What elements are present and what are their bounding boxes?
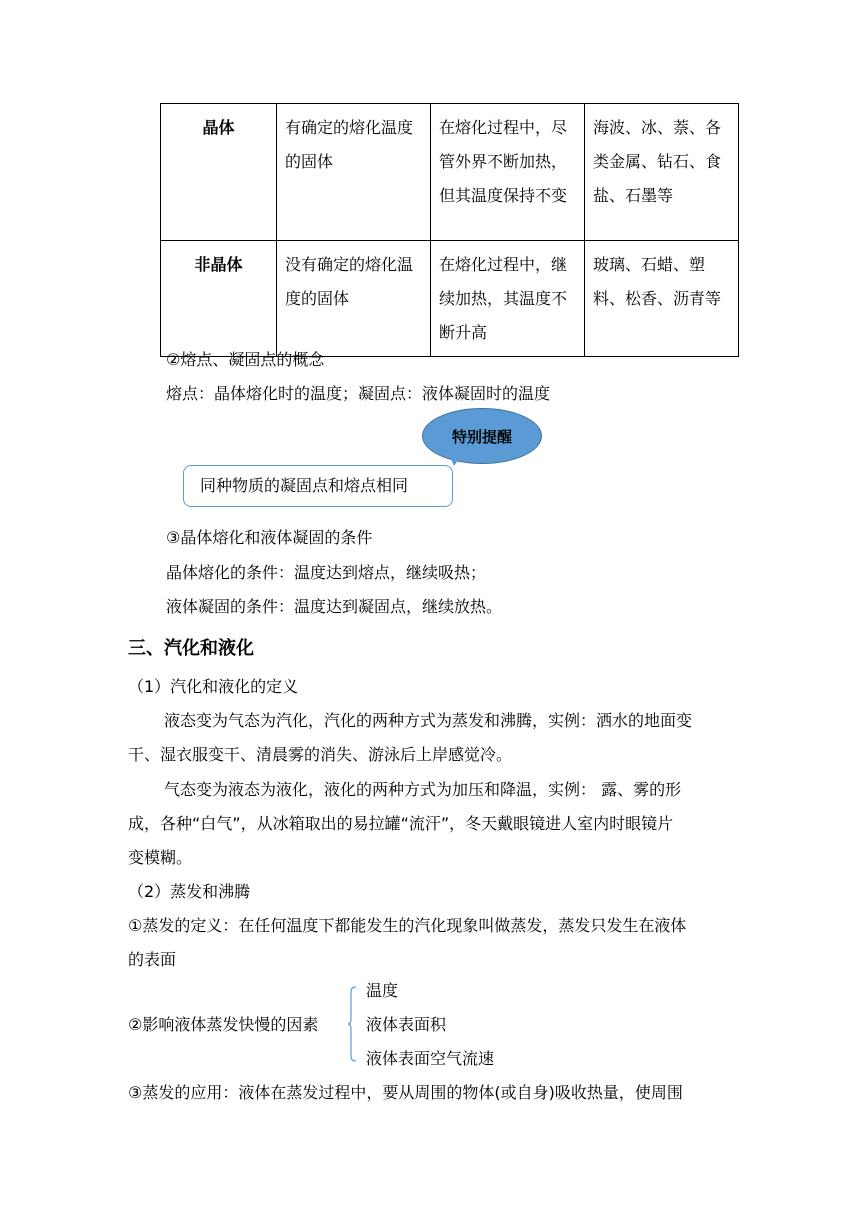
reminder-note: 同种物质的凝固点和熔点相同 (183, 465, 453, 507)
melting-condition: 晶体熔化的条件：温度达到熔点，继续吸热； (166, 563, 487, 582)
subsection-heading: （2）蒸发和沸腾 (128, 882, 251, 901)
row-definition (277, 241, 431, 357)
row-definition-line: 度的固体 (285, 289, 350, 308)
paragraph-line: 成，各种“白气”，从冰箱取出的易拉罐“流汗”，冬天戴眼镜进人室内时眼镜片 (128, 814, 674, 833)
melting-point-heading: ②熔点、凝固点的概念 (166, 350, 325, 369)
melting-point-definition: 熔点：晶体熔化时的温度；凝固点：液体凝固时的温度 (166, 384, 551, 403)
row-examples: 玻璃、石蜡、塑料、松香、沥青等 (585, 241, 739, 357)
section-title: 三、汽化和液化 (128, 638, 254, 659)
table-row-amorphous (161, 241, 739, 357)
row-feature: 在熔化过程中，继续加热，其温度不断升高 (431, 241, 585, 357)
factor-item: 液体表面空气流速 (366, 1049, 495, 1068)
paragraph-line: 液态变为气态为汽化，汽化的两种方式为蒸发和沸腾，实例：洒水的地面变 (164, 711, 693, 730)
factors-label: ②影响液体蒸发快慢的因素 (128, 1015, 319, 1034)
row-examples: 海波、冰、萘、各类金属、钻石、食盐、石墨等 (585, 104, 739, 241)
paragraph-line: ③蒸发的应用：液体在蒸发过程中，要从周围的物体(或自身)吸收热量，使周围 (128, 1083, 683, 1102)
paragraph-line: 干、湿衣服变干、清晨雾的消失、游泳后上岸感觉冷。 (128, 745, 513, 764)
crystal-comparison-table (160, 103, 739, 357)
row-name: 非晶体 (161, 241, 277, 357)
subsection-heading: （1）汽化和液化的定义 (128, 677, 299, 696)
bubble-tail (448, 452, 464, 466)
brace-icon (348, 986, 356, 1062)
paragraph-line: 气态变为液态为液化，液化的两种方式为加压和降温，实例： 露、雾的形 (164, 780, 682, 799)
row-definition: 有确定的熔化温度的固体 (277, 104, 431, 241)
paragraph-line: ①蒸发的定义：在任何温度下都能发生的汽化现象叫做蒸发，蒸发只发生在液体 (128, 916, 687, 935)
row-name: 晶体 (161, 104, 277, 241)
paragraph-line: 变模糊。 (128, 848, 193, 867)
paragraph-line: 的表面 (128, 950, 177, 969)
table-row-crystal (161, 104, 739, 241)
row-definition-line: 没有确定的熔化温 (285, 255, 414, 274)
factor-item: 温度 (366, 981, 399, 1000)
row-feature: 在熔化过程中，尽管外界不断加热，但其温度保持不变 (431, 104, 585, 241)
reminder-bubble: 特别提醒 (422, 408, 542, 464)
solidifying-condition: 液体凝固的条件：温度达到凝固点，继续放热。 (166, 597, 503, 616)
conditions-heading: ③晶体熔化和液体凝固的条件 (166, 528, 373, 547)
factor-item: 液体表面积 (366, 1015, 447, 1034)
